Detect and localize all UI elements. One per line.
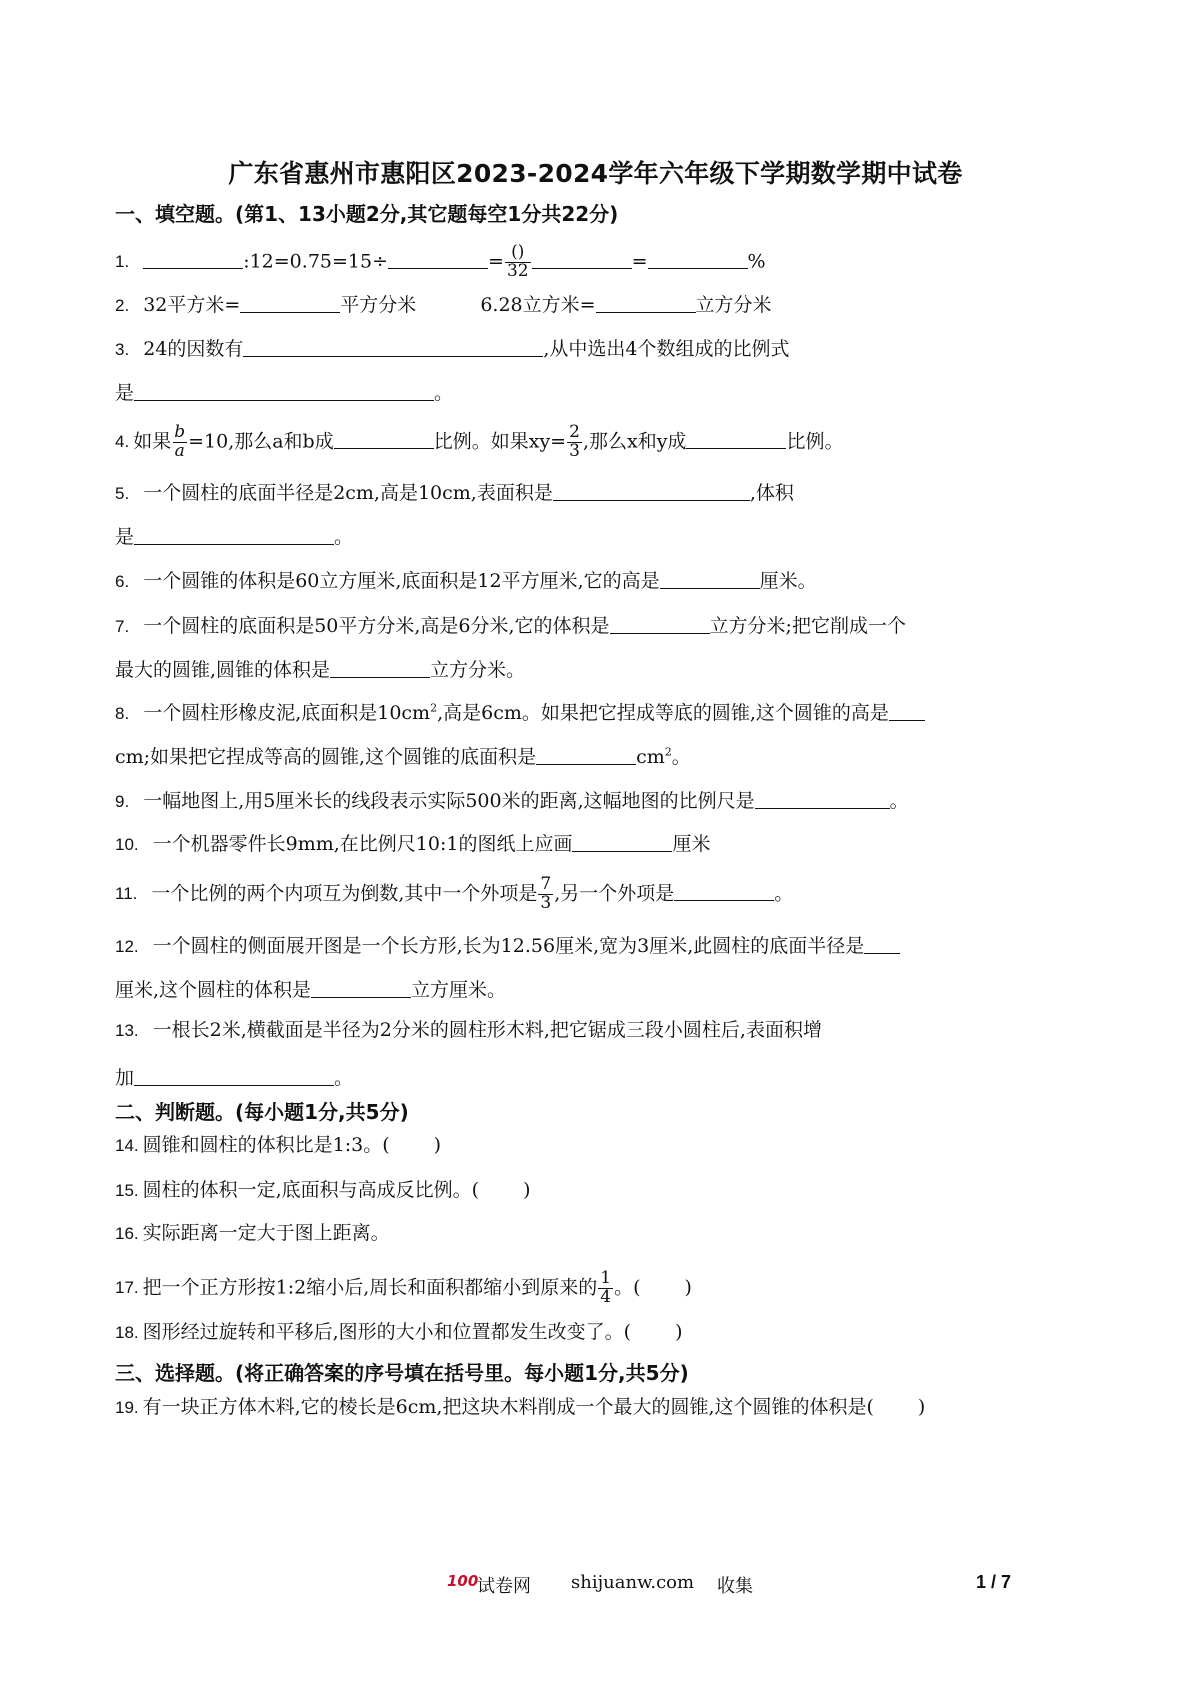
question-text: 圆柱的体积一定,底面积与高成反比例。( <box>142 1179 480 1201</box>
answer-blank[interactable] <box>536 745 636 765</box>
question-12 <box>115 934 900 956</box>
question-6 <box>115 569 817 591</box>
page-title: 广东省惠州市惠阳区2023-2024学年六年级下学期数学期中试卷 <box>228 159 963 188</box>
question-text: 6.28立方米= <box>480 294 596 316</box>
fraction: $\frac{b}{a}$ <box>174 422 186 461</box>
question-text: 实际距离一定大于图上距离。 <box>142 1222 390 1244</box>
question-text: % <box>747 250 766 273</box>
question-text: ,体积 <box>749 482 794 504</box>
answer-blank[interactable] <box>143 249 243 269</box>
fraction: $\frac{1}{4}$ <box>600 1268 612 1307</box>
collect-label: 收集 <box>717 1576 753 1597</box>
question-text: 一个圆柱形橡皮泥,底面积是10cm <box>143 702 431 724</box>
question-13 <box>115 1021 822 1040</box>
question-text: ) <box>675 1321 683 1343</box>
answer-blank[interactable] <box>311 978 411 998</box>
question-text: 如果 <box>133 430 172 453</box>
question-text: ,那么x和y成 <box>582 430 687 453</box>
answer-blank[interactable] <box>134 1066 334 1086</box>
question-text: 厘米 <box>672 833 711 855</box>
question-11 <box>115 876 793 913</box>
question-text: 。 <box>434 382 454 404</box>
question-text: :12=0.75=15÷ <box>243 250 389 273</box>
question-text: 立方分米;把它削成一个 <box>709 615 906 637</box>
question-number: 11. <box>115 884 138 904</box>
question-number: 19. <box>115 1398 139 1417</box>
question-number: 7. <box>115 617 130 636</box>
question-13-continued <box>115 1066 353 1088</box>
question-text: 最大的圆锥,圆锥的体积是 <box>115 659 331 681</box>
question-12-continued <box>115 978 506 1000</box>
question-number: 17. <box>115 1278 139 1298</box>
question-number: 18. <box>115 1323 139 1342</box>
question-number: 6. <box>115 572 130 591</box>
question-15 <box>115 1181 531 1200</box>
question-9 <box>115 789 909 811</box>
question-text: cm;如果把它捏成等高的圆锥,这个圆锥的底面积是 <box>115 746 537 768</box>
question-3-continued <box>115 381 453 403</box>
section-fill-heading: 一、填空题。(第1、13小题2分,其它题每空1分共22分) <box>115 202 619 226</box>
question-text: 圆锥和圆柱的体积比是1:3。( <box>142 1134 390 1156</box>
question-text: 。 <box>334 526 354 548</box>
question-14 <box>115 1136 441 1155</box>
section-judge-heading: 二、判断题。(每小题1分,共5分) <box>115 1100 409 1124</box>
answer-blank[interactable] <box>388 249 488 269</box>
question-text: ,另一个外项是 <box>554 882 675 905</box>
question-text: 是 <box>115 382 135 404</box>
answer-blank[interactable] <box>610 614 710 634</box>
question-text: 24的因数有 <box>143 338 244 360</box>
answer-blank[interactable] <box>660 569 760 589</box>
question-number: 3. <box>115 340 130 359</box>
site-logo: 100 <box>447 1572 479 1590</box>
fraction: $\frac{2}{3}$ <box>569 422 580 461</box>
answer-blank[interactable] <box>755 789 890 809</box>
site-name: 试卷网 <box>477 1576 531 1597</box>
question-text: 比例。如果xy= <box>433 430 567 453</box>
page-footer <box>0 1572 1191 1596</box>
question-text: ,高是6cm。如果把它捏成等底的圆锥,这个圆锥的高是 <box>437 702 889 724</box>
question-number: 2. <box>115 296 130 315</box>
question-number: 16. <box>115 1224 139 1243</box>
question-text: 立方分米。 <box>430 659 526 681</box>
question-text: 比例。 <box>786 430 844 453</box>
answer-blank[interactable] <box>553 481 750 501</box>
answer-blank[interactable] <box>532 249 632 269</box>
question-16 <box>115 1224 390 1243</box>
question-text: ) <box>433 1134 442 1156</box>
question-text: 一个圆柱的底面半径是2cm,高是10cm,表面积是 <box>143 482 553 504</box>
question-number: 4. <box>115 432 130 452</box>
answer-blank[interactable] <box>674 881 774 901</box>
question-text: 。 <box>334 1067 354 1089</box>
question-19 <box>115 1398 925 1417</box>
question-text: 一个圆柱的底面积是50平方分米,高是6分米,它的体积是 <box>143 615 610 637</box>
question-text: 一个机器零件长9mm,在比例尺10:1的图纸上应画 <box>152 833 573 855</box>
question-number: 14. <box>115 1136 139 1155</box>
question-text: 立方厘米。 <box>411 979 507 1001</box>
question-text: 。( <box>614 1276 641 1299</box>
question-number: 12. <box>115 937 139 956</box>
question-number: 13. <box>115 1021 139 1040</box>
question-8-continued <box>115 745 691 767</box>
page-number: 1 / 7 <box>976 1572 1012 1592</box>
question-text: = <box>631 250 648 273</box>
answer-blank[interactable] <box>243 337 543 357</box>
question-text: ) <box>523 1179 531 1201</box>
question-17 <box>115 1270 692 1307</box>
section-choice-heading: 三、选择题。(将正确答案的序号填在括号里。每小题1分,共5分) <box>115 1361 689 1385</box>
question-text: 一个圆柱的侧面展开图是一个长方形,长为12.56厘米,宽为3厘米,此圆柱的底面半径是 <box>152 935 865 957</box>
answer-blank[interactable] <box>134 381 434 401</box>
question-number: 1. <box>115 252 130 272</box>
question-number: 15. <box>115 1181 139 1200</box>
question-8 <box>115 701 925 723</box>
question-18 <box>115 1323 683 1342</box>
fraction: $\frac{()}{32}$ <box>506 242 529 281</box>
question-3 <box>115 337 790 359</box>
question-text: ) <box>684 1276 692 1299</box>
question-text: 一幅地图上,用5厘米长的线段表示实际500米的距离,这幅地图的比例尺是 <box>143 790 755 812</box>
answer-blank[interactable] <box>240 293 340 313</box>
question-2 <box>115 293 772 315</box>
question-number: 8. <box>115 704 130 723</box>
superscript: 2 <box>664 745 672 759</box>
question-text: 一个圆锥的体积是60立方厘米,底面积是12平方厘米,它的高是 <box>143 570 660 592</box>
question-text: 有一块正方体木料,它的棱长是6cm,把这块木料削成一个最大的圆锥,这个圆锥的体积是( <box>142 1396 874 1418</box>
site-domain: shijuanw.com <box>571 1572 695 1593</box>
question-text: 32平方米= <box>143 294 241 316</box>
question-text: ) <box>917 1396 926 1418</box>
question-text: 立方分米 <box>695 294 772 316</box>
answer-blank[interactable] <box>889 701 925 721</box>
question-text: 是 <box>115 526 135 548</box>
question-text: 图形经过旋转和平移后,图形的大小和位置都发生改变了。( <box>142 1321 632 1343</box>
answer-blank[interactable] <box>686 429 786 449</box>
question-text: 。 <box>774 882 794 905</box>
question-text: cm <box>636 746 665 768</box>
fraction: $\frac{7}{3}$ <box>540 874 552 913</box>
question-7-continued <box>115 658 525 680</box>
question-text: 把一个正方形按1:2缩小后,周长和面积都缩小到原来的 <box>142 1276 598 1299</box>
answer-blank[interactable] <box>134 525 334 545</box>
question-text: 加 <box>115 1067 135 1089</box>
answer-blank[interactable] <box>864 934 900 954</box>
question-4 <box>115 424 843 461</box>
question-text: 平方分米 <box>340 294 417 316</box>
answer-blank[interactable] <box>572 832 672 852</box>
question-text: 厘米,这个圆柱的体积是 <box>115 979 312 1001</box>
question-text: 。 <box>671 746 691 768</box>
question-5 <box>115 481 794 503</box>
question-text: = <box>488 250 504 273</box>
question-text: 一个比例的两个内项互为倒数,其中一个外项是 <box>151 882 538 905</box>
question-1 <box>115 244 766 281</box>
question-7 <box>115 614 906 636</box>
question-number: 5. <box>115 484 130 503</box>
superscript: 2 <box>430 701 438 715</box>
answer-blank[interactable] <box>648 249 748 269</box>
question-number: 10. <box>115 835 139 854</box>
question-5-continued <box>115 525 353 547</box>
question-text: 厘米。 <box>759 570 817 592</box>
question-text: 一根长2米,横截面是半径为2分米的圆柱形木料,把它锯成三段小圆柱后,表面积增 <box>152 1019 822 1041</box>
question-10 <box>115 832 711 854</box>
question-text: 。 <box>889 790 909 812</box>
answer-blank[interactable] <box>330 658 430 678</box>
question-number: 9. <box>115 792 130 811</box>
question-text: ,从中选出4个数组成的比例式 <box>543 338 790 360</box>
question-text: =10,那么a和b成 <box>188 430 334 453</box>
answer-blank[interactable] <box>334 429 434 449</box>
answer-blank[interactable] <box>596 293 696 313</box>
